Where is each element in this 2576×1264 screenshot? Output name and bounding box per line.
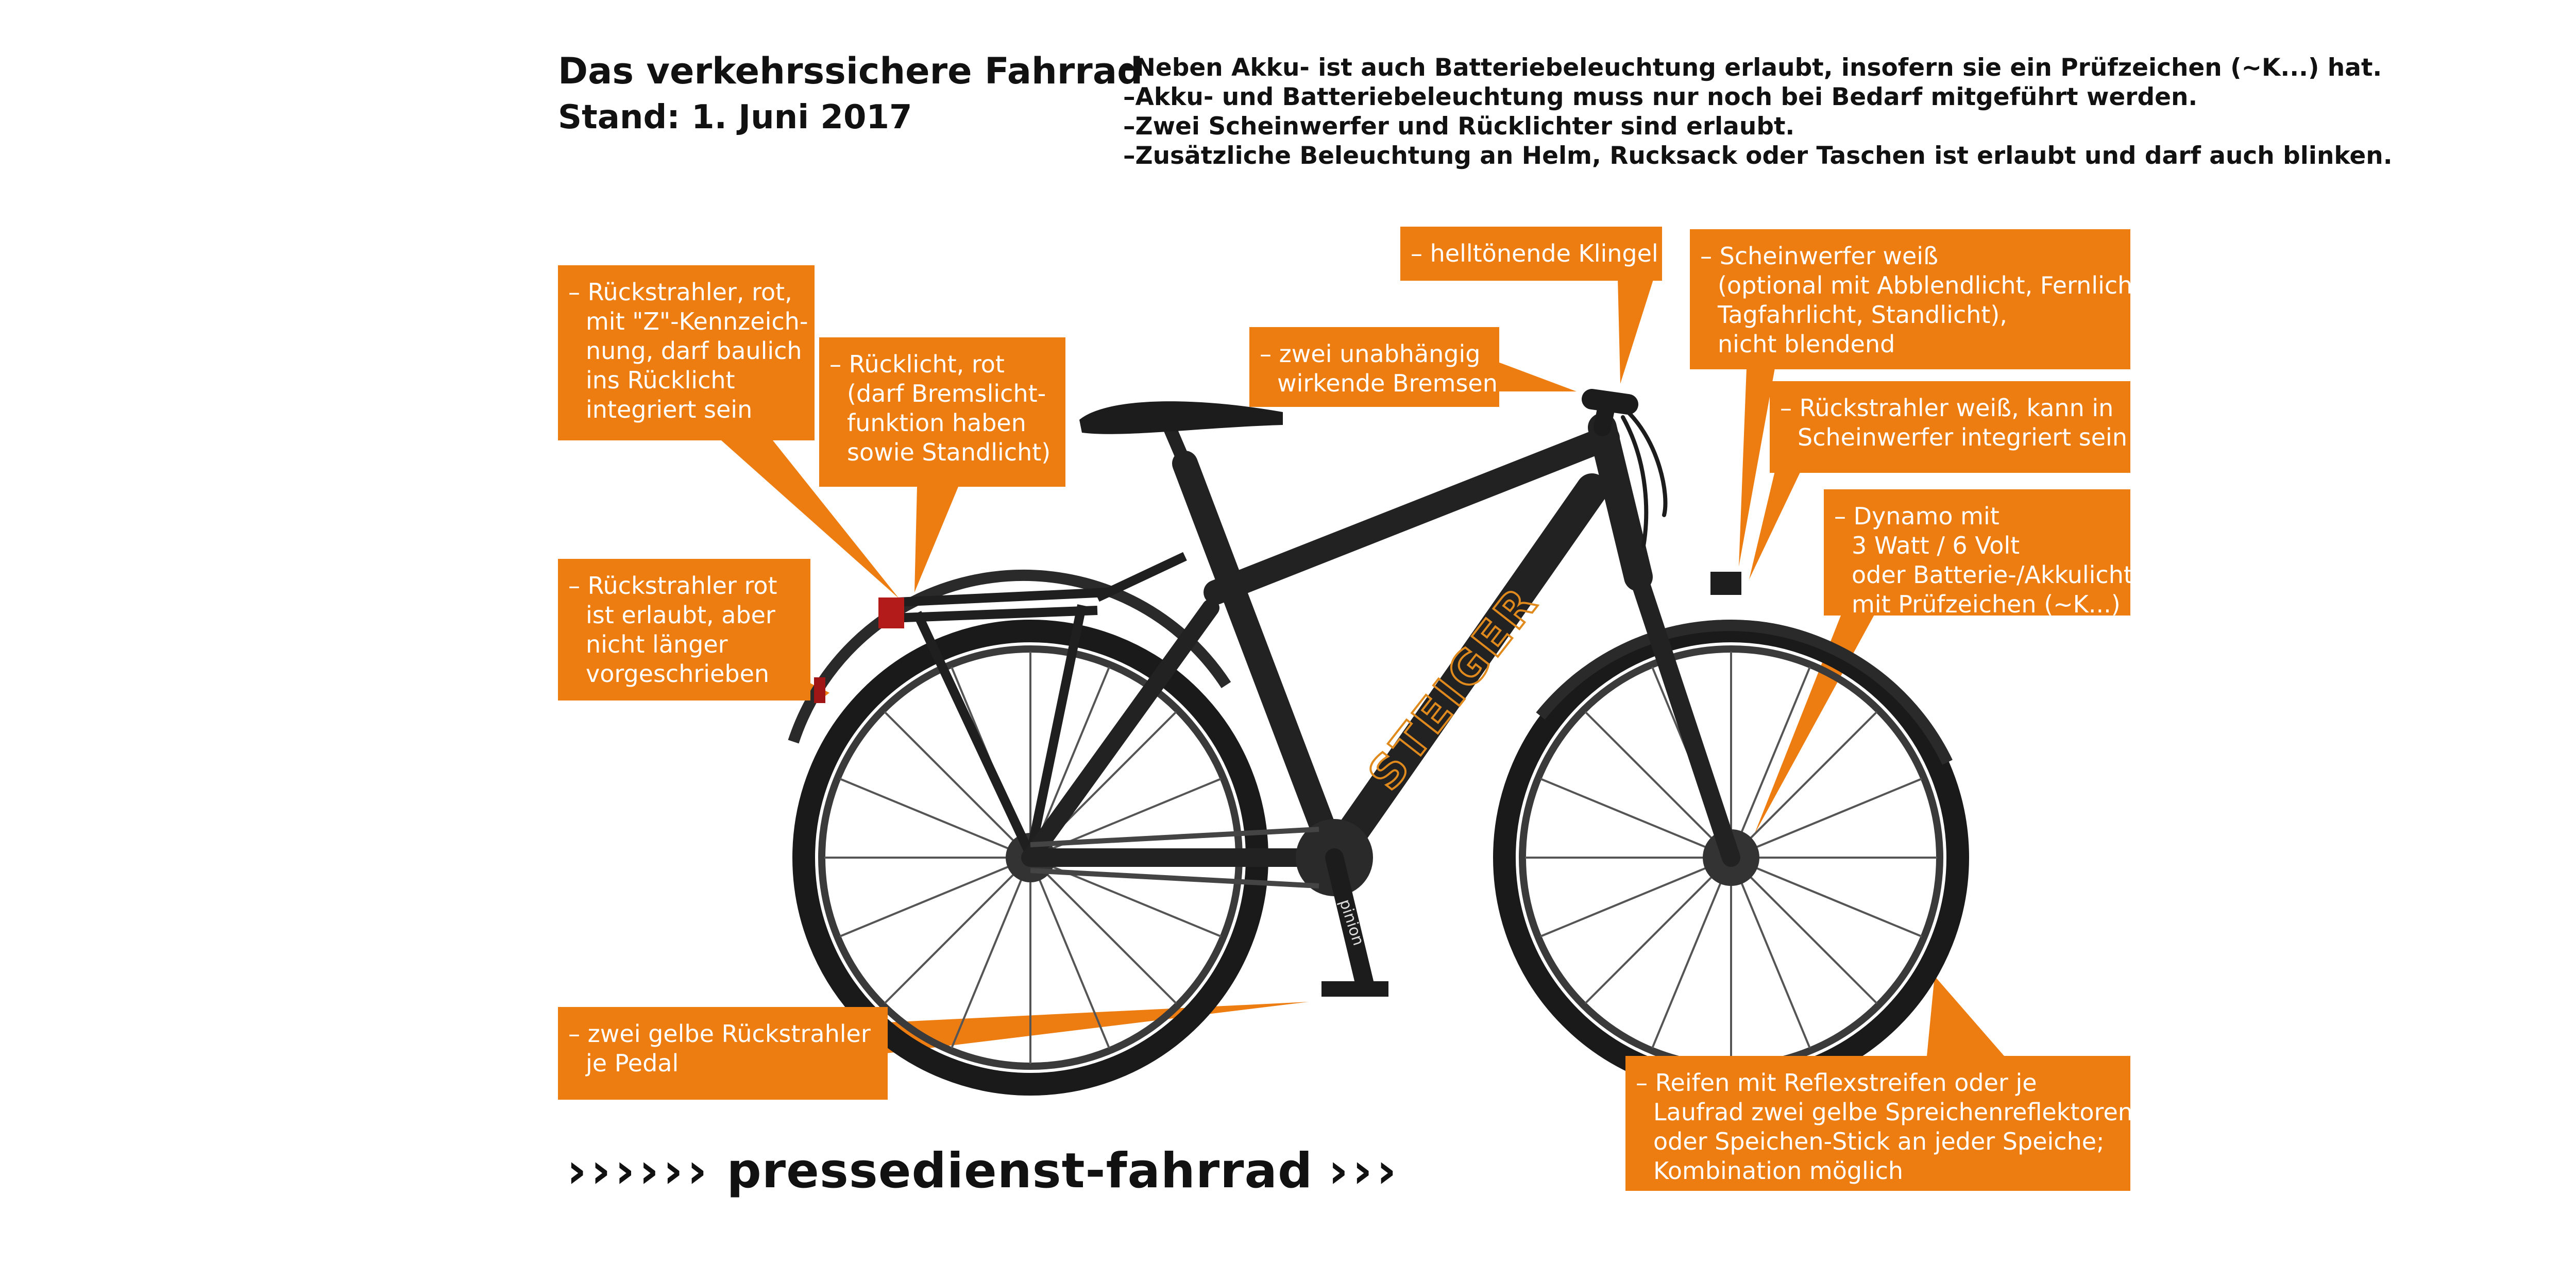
pointer-bell [1618,278,1654,384]
page-title: Das verkehrssichere Fahrrad [558,50,1143,92]
chevron-right-decoration: ››› [1328,1142,1401,1199]
pointer-brakes [1494,361,1577,391]
callout-line: Tagfahrlicht, Standlicht), [1718,301,2007,329]
rules-list [1123,53,2393,170]
callout-line: oder Batterie-/Akkulicht [1852,561,2133,589]
callout-line: (darf Bremslicht- [847,380,1046,407]
callout-line: – Scheinwerfer weiß [1718,242,2118,271]
callout-line: Scheinwerfer integriert sein [1798,423,2127,451]
callout-line: – zwei unabhängig [1277,339,1487,369]
callout-line: sowie Standlicht) [847,438,1051,466]
callout-line: je Pedal [586,1049,679,1077]
callout-dynamo [1824,489,2133,618]
callout-line: nicht länger [586,630,728,658]
rule-item: –Zusätzliche Beleuchtung an Helm, Rucksack oder Taschen ist erlaubt und darf auch blinken. [1123,142,2393,170]
callout-tires [1625,1056,2133,1191]
callout-bell [1400,227,1662,281]
rule-item: –Akku- und Batteriebeleuchtung muss nur noch bei Bedarf mitgeführt werden. [1123,83,2198,111]
pointer-pedal [886,1002,1309,1053]
callout-headlight [1690,229,2149,369]
callout-line: oder Speichen-Stick an jeder Speiche; [1653,1128,2105,1155]
callout-line: Laufrad zwei gelbe Spreichenreflektoren [1653,1098,2133,1126]
callout-line: – Rückstrahler weiß, kann in [1798,394,2118,423]
callout-line: – Reifen mit Reflexstreifen oder je [1653,1068,2118,1098]
reflector-rear [814,677,825,703]
callout-line: 3 Watt / 6 Volt [1852,532,2020,559]
crank-label: pinion [1335,897,1368,948]
chevron-left-decoration: ›››››› [567,1142,711,1199]
pointer-tires [1927,976,2004,1056]
callout-line: funktion haben [847,409,1026,437]
callout-reflector-front [1770,381,2130,473]
rule-item: –Neben Akku- ist auch Batteriebeleuchtung erlaubt, insofern sie ein Prüfzeichen (~K...) hat. [1123,54,2382,82]
rule-item: –Zwei Scheinwerfer und Rücklichter sind erlaubt. [1123,112,1795,141]
callout-line: ins Rücklicht [586,366,735,394]
callout-line: – Rückstrahler rot [586,571,798,601]
callout-line: nung, darf baulich [586,337,802,365]
callout-line: integriert sein [586,396,753,423]
callout-line: ist erlaubt, aber [586,601,775,629]
callout-line: mit "Z"-Kennzeich- [586,308,808,335]
callout-line: wirkende Bremsen [1277,369,1498,397]
publisher-brand [567,1142,1400,1199]
callout-line: – Rücklicht, rot [847,350,1053,379]
callout-brakes [1249,327,1499,407]
callout-line: mit Prüfzeichen (~K...) [1852,590,2121,618]
callout-rear-light [819,337,1065,487]
callout-reflector-optional [558,559,810,701]
callout-line: (optional mit Abblendlicht, Fernlicht, [1718,271,2149,299]
callout-line: nicht blendend [1718,330,1895,358]
callout-pedal [558,1007,888,1100]
brand-name: pressedienst-fahrrad [726,1142,1313,1199]
callout-line: – zwei gelbe Rückstrahler [586,1019,875,1049]
headlight [1710,572,1741,595]
pedal [1321,981,1388,997]
rear-light [878,597,904,628]
page-subtitle: Stand: 1. Juni 2017 [558,98,912,136]
pointer-rear-light [914,487,958,592]
callout-reflector-rear [558,265,815,440]
callout-line: – helltönende Klingel [1428,239,1650,268]
pointer-reflector-front [1749,471,1801,579]
callout-line: vorgeschrieben [586,660,770,688]
frame-lettering: STEIGER [1358,575,1550,800]
callout-line: – Rückstrahler, rot, [586,278,802,307]
callout-line: – Dynamo mit [1852,502,2118,531]
callout-line: Kombination möglich [1653,1157,1904,1185]
